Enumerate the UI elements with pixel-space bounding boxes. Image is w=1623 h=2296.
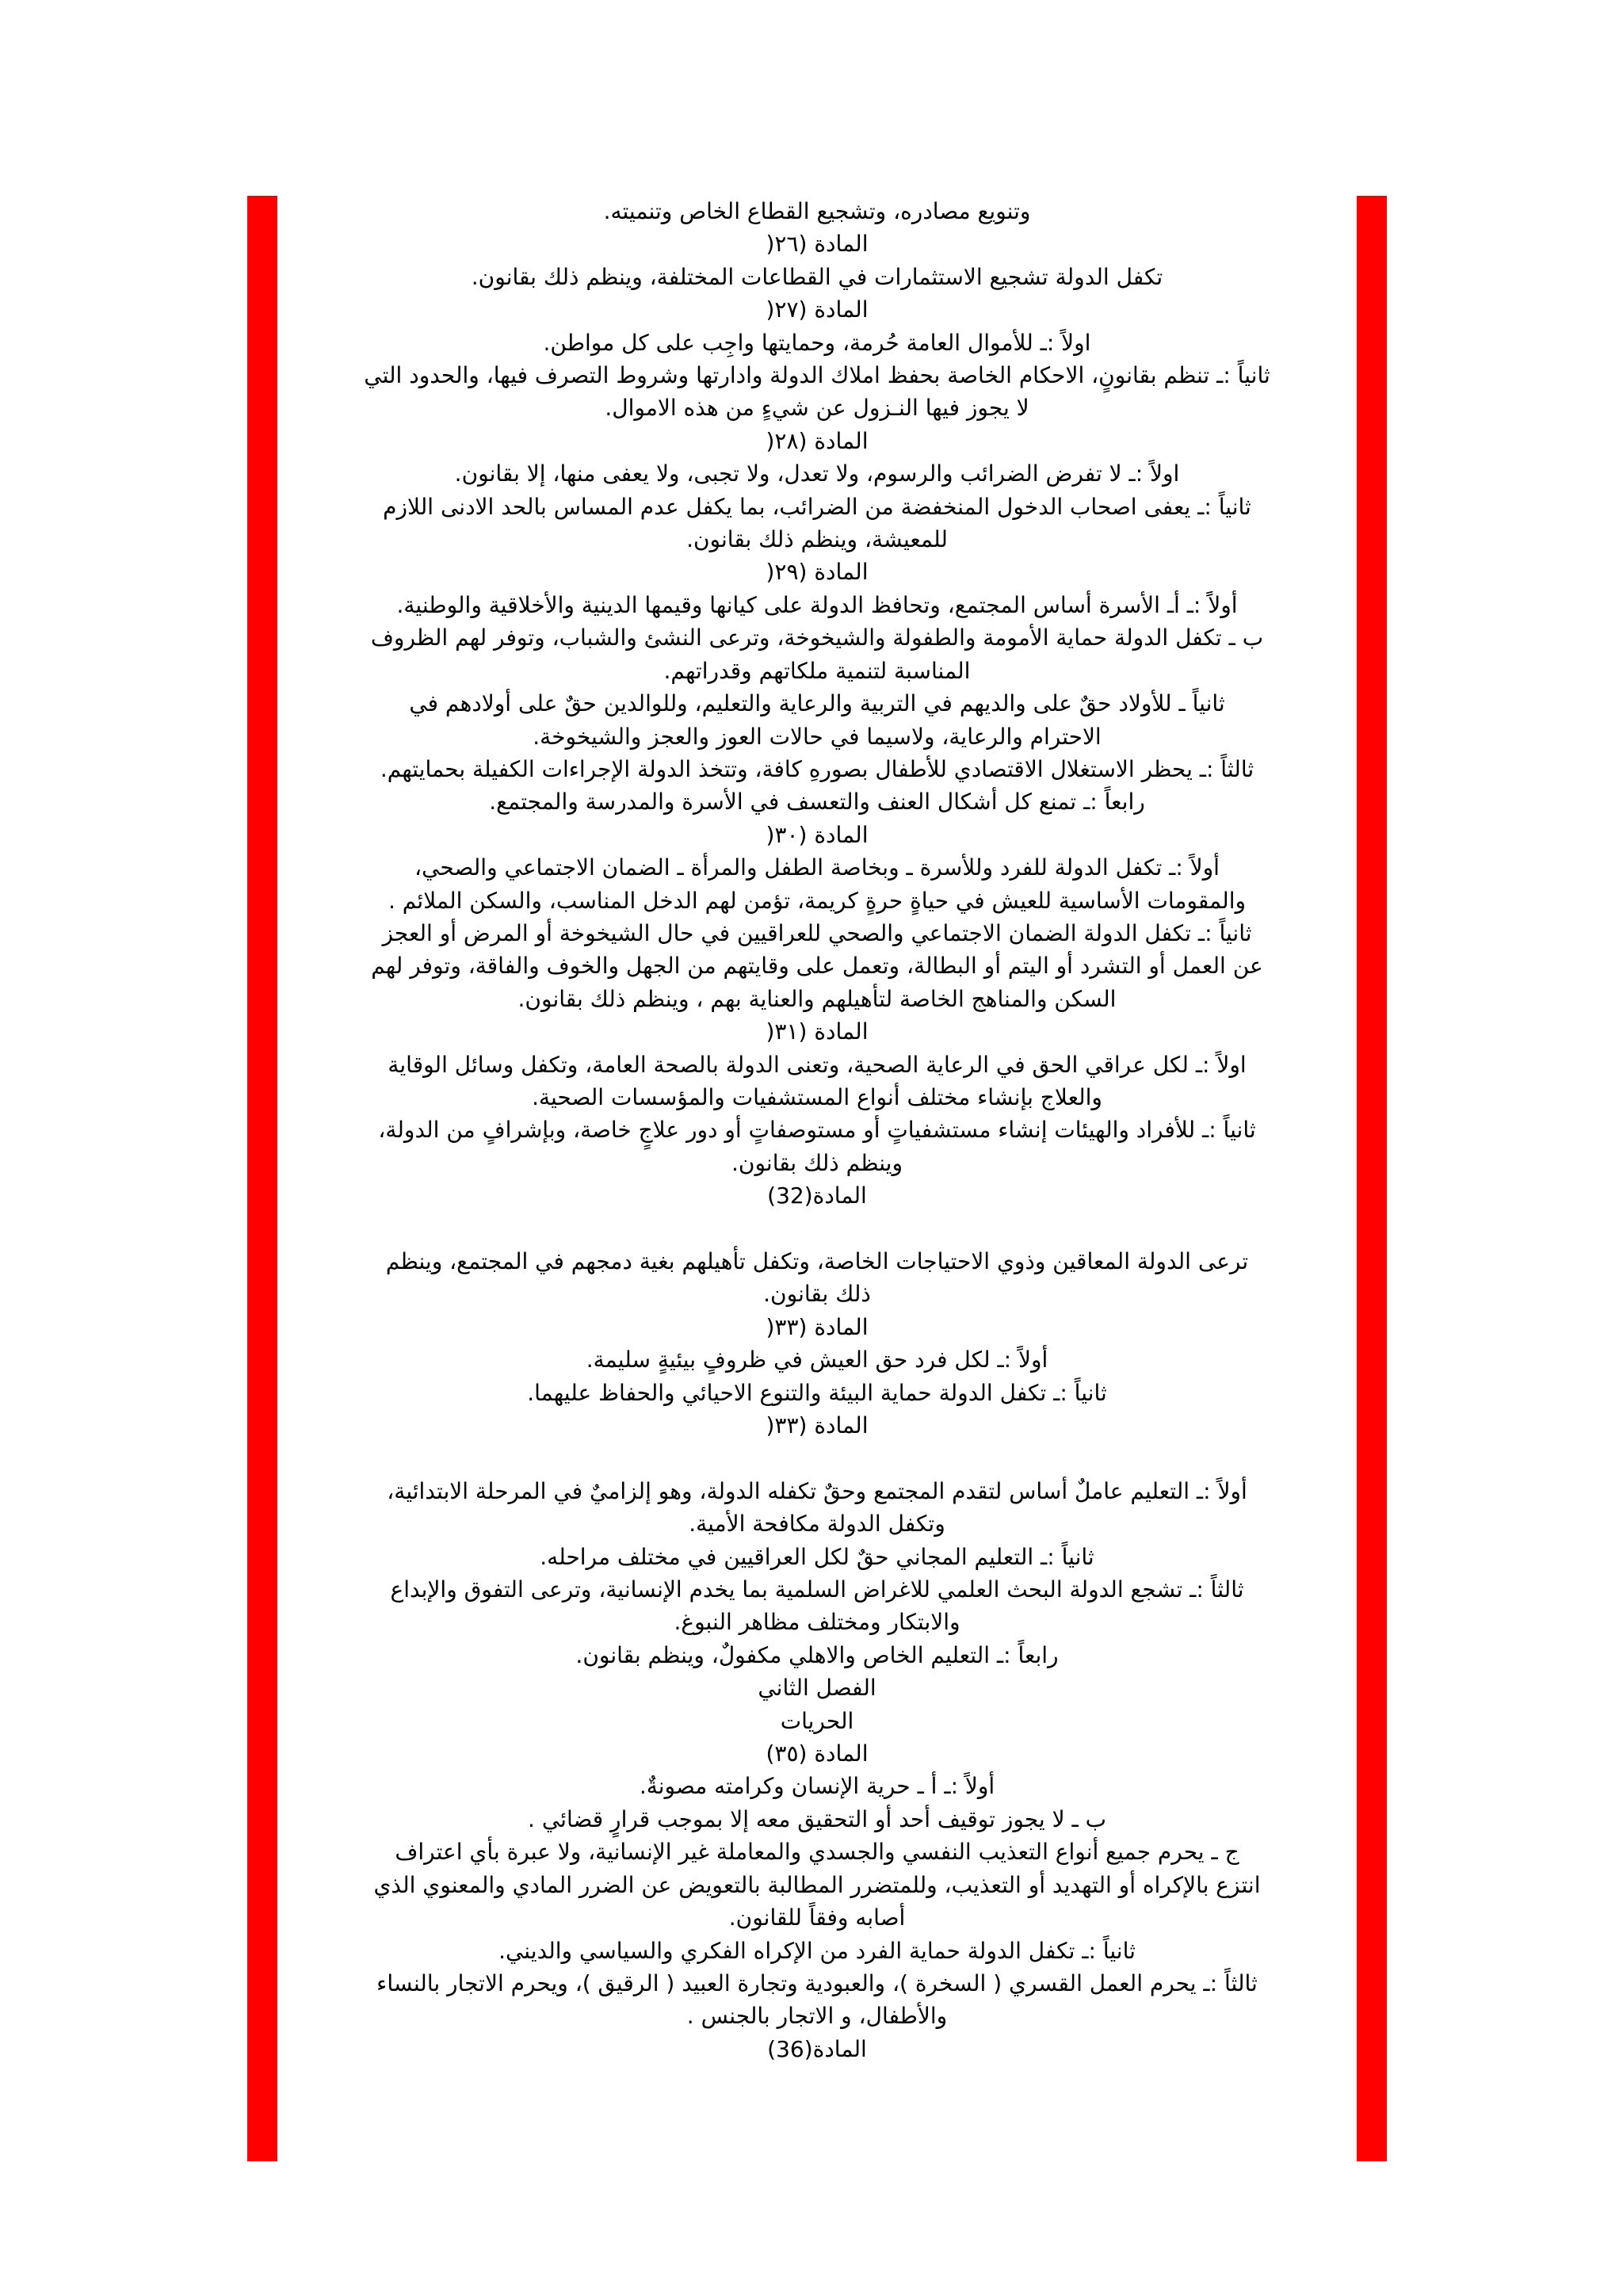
article-heading: المادة (٣٠( bbox=[766, 821, 869, 848]
text-line: ثانياً :ـ تكفل الدولة الضمان الاجتماعي والصحي للعراقيين في حال الشيخوخة أو المرض أو العجز bbox=[382, 919, 1252, 946]
text-line: ثالثاً :ـ يحظر الاستغلال الاقتصادي للأطفال بصورهِ كافة، وتتخذ الدولة الإجراءات الكفيلة بحمايتهم. bbox=[380, 755, 1254, 782]
text-line: والأطفال، و الاتجار بالجنس . bbox=[686, 2003, 948, 2030]
text-line: اولاً :ـ لكل عراقي الحق في الرعاية الصحية، وتعنى الدولة بالصحة العامة، وتكفل وسائل الوقاية bbox=[388, 1051, 1247, 1078]
text-line: أولاً :ـ أ ـ حرية الإنسان وكرامته مصونةٌ. bbox=[639, 1773, 995, 1800]
text-line: المناسبة لتنمية ملكاتهم وقدراتهم. bbox=[663, 657, 971, 684]
article-heading: المادة (٣٣( bbox=[766, 1412, 869, 1439]
text-line: ثالثاً :ـ تشجع الدولة البحث العلمي للاغراض السلمية بما يخدم الإنسانية، وترعى التفوق والإبداع bbox=[390, 1576, 1244, 1603]
text-line: ثانياً ـ للأولاد حقٌ على والديهم في التربية والرعاية والتعليم، وللوالدين حقٌ على أولادهم في bbox=[409, 690, 1225, 717]
blank-line bbox=[277, 1442, 1357, 1474]
article-heading: المادة (٢٧( bbox=[766, 296, 869, 323]
text-line: عن العمل أو التشرد أو اليتم أو البطالة، وتعمل على وقايتهم من الجهل والخوف والفاقة، وتوفر لهم bbox=[371, 953, 1263, 980]
left-red-margin-bar bbox=[247, 196, 277, 2161]
text-line: أولاًً :ـ أـ الأسرة أساس المجتمع، وتحافظ الدولة على كيانها وقيمها الدينية والأخلاقية والوطنية. bbox=[396, 591, 1238, 618]
text-line: اولاً :ـ للأموال العامة حُرمة، وحمايتها واجِب على كل مواطن. bbox=[543, 329, 1091, 356]
article-heading: المادة (٣٥) bbox=[766, 1740, 869, 1767]
blank-line bbox=[277, 1213, 1357, 1245]
text-line: انتزع بالإكراه أو التهديد أو التعذيب، وللمتضرر المطالبة بالتعويض عن الضرر المادي والمعنوي الذي bbox=[373, 1871, 1261, 1898]
text-line: والعلاج بإنشاء مختلف أنواع المستشفيات والمؤسسات الصحية. bbox=[532, 1083, 1102, 1110]
text-line: والمقومات الأساسية للعيش في حياةٍ حرةٍ كريمة، تؤمن لهم الدخل المناسب، والسكن الملائم . bbox=[388, 887, 1247, 914]
text-line: ج ـ يحرم جميع أنواع التعذيب النفسي والجسدي والمعاملة غير الإنسانية، ولا عبرة بأي اعتراف bbox=[395, 1839, 1239, 1866]
text-line: لا يجوز فيها النـزول عن شيءٍ من هذه الاموال. bbox=[605, 395, 1029, 422]
text-line: الفصل الثاني bbox=[758, 1675, 876, 1702]
text-line: الاحترام والرعاية، ولاسيما في حالات العوز والعجز والشيخوخة. bbox=[533, 723, 1102, 750]
text-line: ثالثاً :ـ يحرم العمل القسري ( السخرة )، والعبودية وتجارة العبيد ( الرقيق )، ويحرم الاتجار بالنساء bbox=[376, 1969, 1258, 1996]
text-line: أولاً :ـ تكفل الدولة للفرد وللأسرة ـ وبخاصة الطفل والمرأة ـ الضمان الاجتماعي والصحي، bbox=[414, 854, 1220, 881]
text-line: والابتكار ومختلف مظاهر النبوغ. bbox=[674, 1609, 960, 1636]
text-line: ثانياً :ـ للأفراد والهيئات إنشاء مستشفياتٍ أو مستوصفاتٍ أو دور علاجٍ خاصة، وبإشرافٍ من الدولة، bbox=[378, 1117, 1256, 1144]
text-line: أولاً :ـ التعليم عاملٌ أساس لتقدم المجتمع وحقٌ تكفله الدولة، وهو إلزاميٌ في المرحلة الابتدائية، bbox=[387, 1477, 1247, 1504]
text-line: ترعى الدولة المعاقين وذوي الاحتياجات الخاصة، وتكفل تأهيلهم بغية دمجهم في المجتمع، وينظم bbox=[385, 1247, 1249, 1274]
text-line: أولاً :ـ لكل فرد حق العيش في ظروفٍ بيئيةٍ سليمة. bbox=[586, 1347, 1048, 1373]
article-heading: المادة (٢٨( bbox=[766, 427, 869, 454]
article-heading: المادة(36) bbox=[767, 2035, 867, 2062]
text-line: ذلك بقانون. bbox=[763, 1281, 871, 1308]
text-line: ب ـ لا يجوز توقيف أحد أو التحقيق معه إلا بموجب قرارٍ قضائي . bbox=[528, 1805, 1106, 1832]
article-heading: المادة (٣٣( bbox=[766, 1313, 869, 1340]
article-heading: المادة (٣١( bbox=[766, 1018, 869, 1045]
text-line: اولاً :ـ لا تفرض الضرائب والرسوم، ولا تعدل، ولا تجبى، ولا يعفى منها، إلا بقانون. bbox=[454, 460, 1180, 487]
text-line: وتنويع مصادره، وتشجيع القطاع الخاص وتنميته. bbox=[603, 198, 1031, 224]
text-line: ثانياً :ـ تكفل الدولة حماية البيئة والتنوع الاحيائي والحفاظ عليهما. bbox=[527, 1379, 1107, 1406]
text-line: ثانياً :ـ يعفى اصحاب الدخول المنخفضة من الضرائب، بما يكفل عدم المساس بالحد الادنى اللازم bbox=[383, 493, 1251, 520]
text-line: ثانياً :ـ التعليم المجاني حقٌ لكل العراقيين في مختلف مراحله. bbox=[540, 1543, 1094, 1570]
text-line: وينظم ذلك بقانون. bbox=[731, 1149, 903, 1176]
article-heading: المادة (٢٩( bbox=[766, 559, 869, 586]
right-red-margin-bar bbox=[1357, 196, 1387, 2161]
text-line: رابعاً :ـ تمنع كل أشكال العنف والتعسف في الأسرة والمدرسة والمجتمع. bbox=[489, 789, 1145, 816]
article-heading: المادة (٢٦( bbox=[766, 231, 869, 258]
text-line: السكن والمناهج الخاصة لتأهيلهم والعناية بهم ، وينظم ذلك بقانون. bbox=[517, 985, 1117, 1012]
text-line: تكفل الدولة تشجيع الاستثمارات في القطاعات المختلفة، وينظم ذلك بقانون. bbox=[471, 263, 1163, 290]
article-heading: المادة(32) bbox=[767, 1182, 867, 1209]
document-body bbox=[277, 195, 1357, 2065]
text-line: ب ـ تكفل الدولة حماية الأمومة والطفولة والشيخوخة، وترعى النشئ والشباب، وتوفر لهم الظروف bbox=[370, 625, 1264, 651]
text-line: للمعيشة، وينظم ذلك بقانون. bbox=[686, 526, 948, 553]
text-line: وتكفل الدولة مكافحة الأمية. bbox=[689, 1511, 945, 1538]
text-line: أصابه وفقاً للقانون. bbox=[728, 1904, 906, 1931]
text-line: الحريات bbox=[780, 1707, 854, 1734]
text-line: ثانياً :ـ تنظم بقانونٍ، الاحكام الخاصة بحفظ املاك الدولة وادارتها وشروط التصرف فيها، والحدود التي bbox=[364, 362, 1270, 389]
text-line: رابعاً :ـ التعليم الخاص والاهلي مكفولٌ، وينظم بقانون. bbox=[575, 1641, 1059, 1668]
text-line: ثانياً :ـ تكفل الدولة حماية الفرد من الإكراه الفكري والسياسي والديني. bbox=[498, 1937, 1136, 1964]
